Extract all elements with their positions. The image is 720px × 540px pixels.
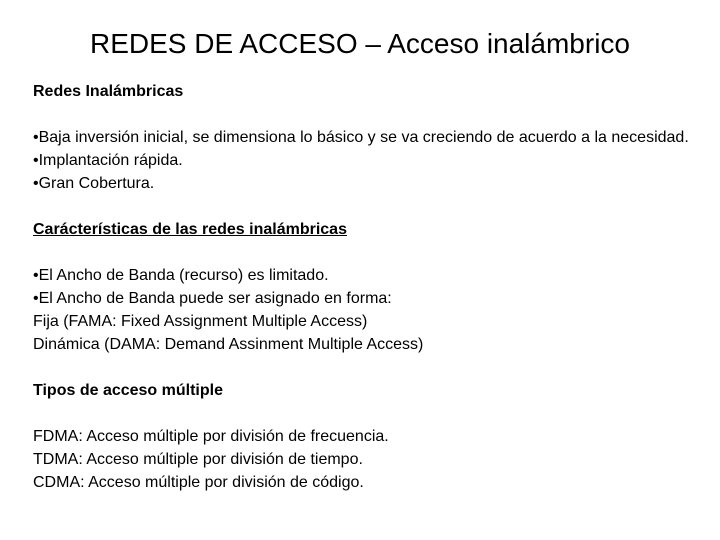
section-heading: Tipos de acceso múltiple xyxy=(33,382,223,399)
text-line: FDMA: Acceso múltiple por división de frecuencia. xyxy=(33,428,389,445)
section-caracteristicas xyxy=(33,218,693,356)
section-heading: Carácterísticas de las redes inalámbricas xyxy=(33,221,347,238)
bullet-item: •Gran Cobertura. xyxy=(33,175,155,192)
section-heading: Redes Inalámbricas xyxy=(33,83,184,100)
bullet-item: •El Ancho de Banda puede ser asignado en forma: xyxy=(33,290,392,307)
spacer xyxy=(33,402,693,425)
text-line: CDMA: Acceso múltiple por división de código. xyxy=(33,474,364,491)
spacer xyxy=(33,103,693,126)
text-line: Fija (FAMA: Fixed Assignment Multiple Access) xyxy=(33,313,368,330)
bullet-item: •El Ancho de Banda (recurso) es limitado. xyxy=(33,267,329,284)
bullet-item: •Baja inversión inicial, se dimensiona lo básico y se va creciendo de acuerdo a la necesidad. xyxy=(33,129,689,146)
text-line: TDMA: Acceso múltiple por división de tiempo. xyxy=(33,451,363,468)
slide-body xyxy=(33,80,693,494)
section-tipos-acceso xyxy=(33,379,693,494)
bullet-item: •Implantación rápida. xyxy=(33,152,183,169)
text-line: Dinámica (DAMA: Demand Assinment Multiple Access) xyxy=(33,336,424,353)
spacer xyxy=(33,241,693,264)
section-redes-inalambricas xyxy=(33,80,693,195)
spacer xyxy=(33,356,693,379)
spacer xyxy=(33,195,693,218)
slide-title: REDES DE ACCESO – Acceso inalámbrico xyxy=(90,28,630,59)
